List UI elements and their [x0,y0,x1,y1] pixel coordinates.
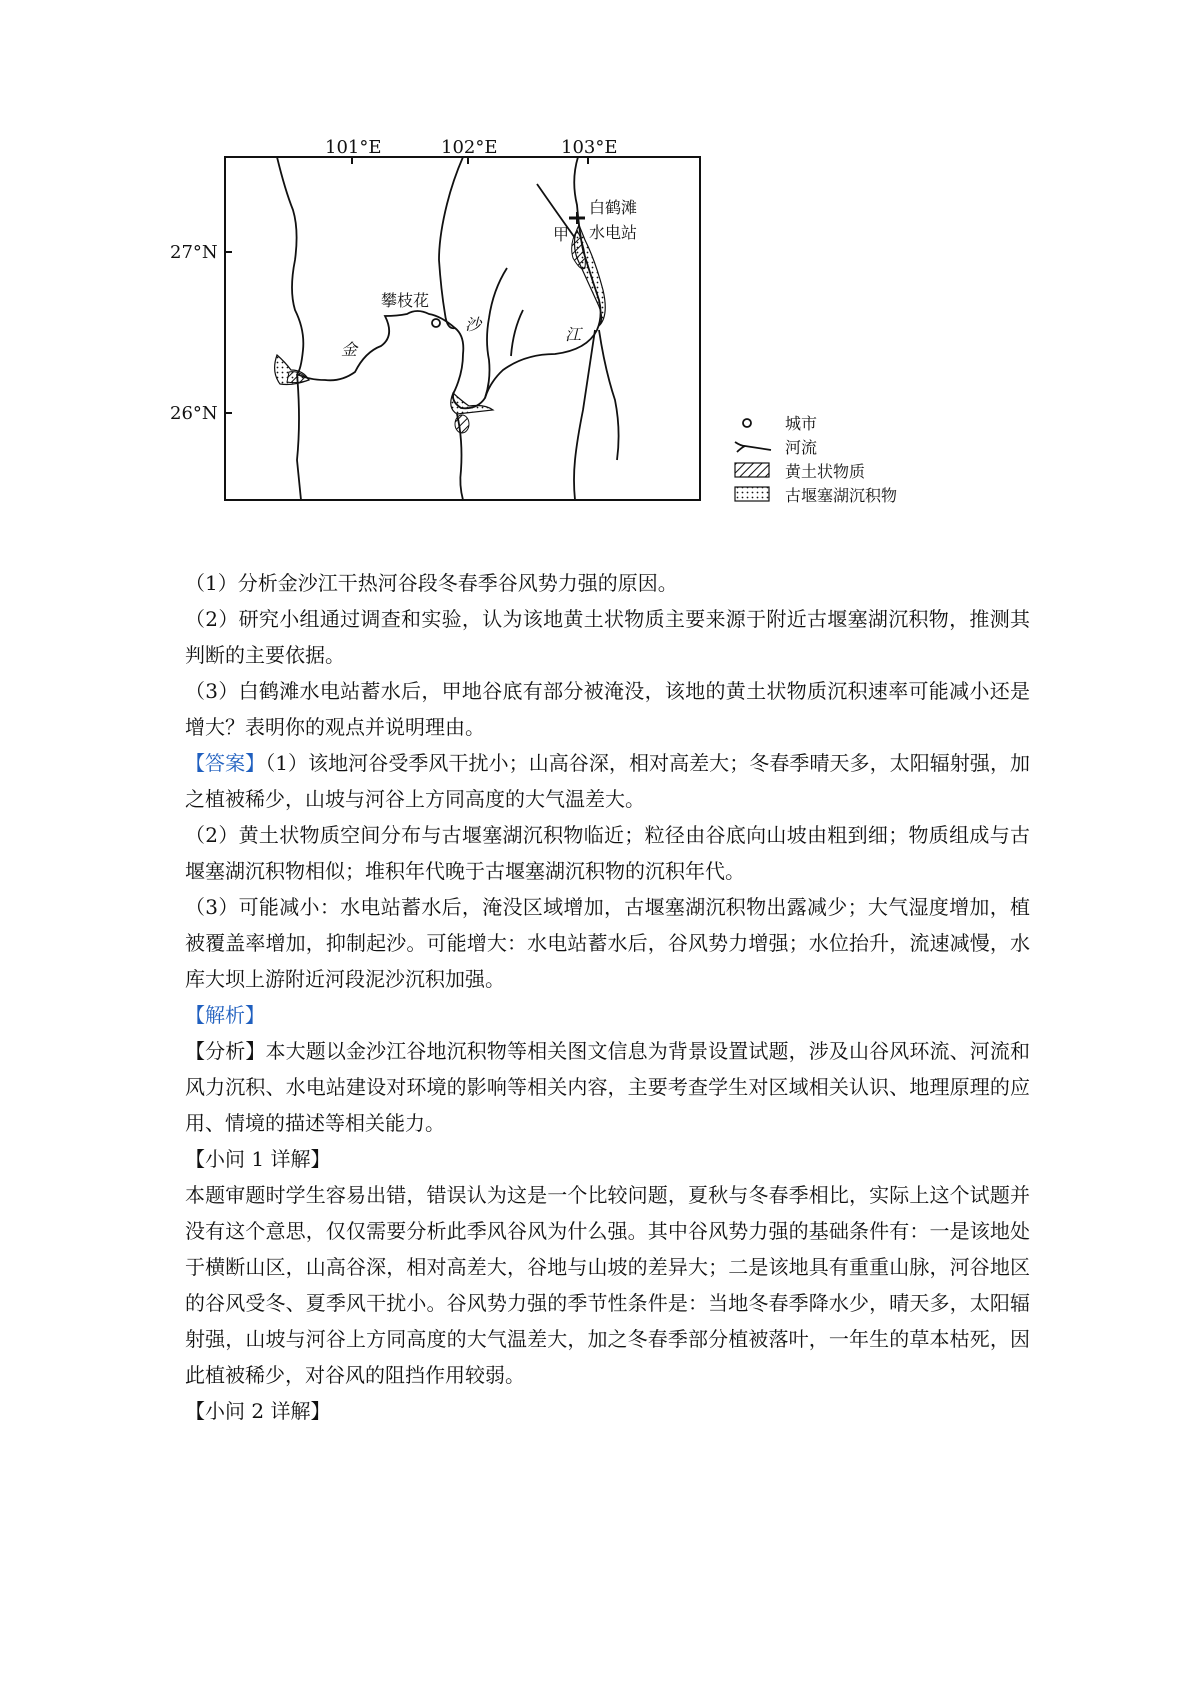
map-figure [170,137,1055,560]
answer-part-1-text: （1）该地河谷受季风干扰小；山高谷深，相对高差大；冬春季晴天多，太阳辐射强，加之植被稀少，山坡与河谷上方同高度的大气温差大。 [185,751,1030,811]
map-svg [170,137,1055,560]
lat-label-27: 27°N [170,242,218,263]
lon-label-103: 103°E [561,137,618,158]
legend-river-icon [735,442,771,452]
label-sha: 沙 [465,315,482,334]
analysis-label: 【解析】 [185,1003,265,1027]
q2-detail-heading: 【小问 2 详解】 [185,1399,331,1423]
answer-part-1 [185,745,1030,817]
question-content [185,565,1030,1429]
label-station-line2: 水电站 [589,223,638,242]
lon-label-102: 102°E [441,137,498,158]
deposit-dots-mid [451,393,493,414]
answer-part-2: （2）黄土状物质空间分布与古堰塞湖沉积物临近；粒径由谷底向山坡由粗到细；物质组成与古堰塞湖沉积物相似；堆积年代晚于古堰塞湖沉积物的沉积年代。 [185,823,1030,883]
lon-label-101: 101°E [325,137,382,158]
label-jiang: 江 [565,325,582,344]
legend-hatch-label: 黄土状物质 [785,462,866,481]
q1-detail-heading: 【小问 1 详解】 [185,1147,331,1171]
legend-city-icon [743,419,751,427]
label-city: 攀枝花 [381,291,430,310]
city-panzhihua-marker [432,319,440,327]
analysis-summary: 【分析】本大题以金沙江谷地沉积物等相关图文信息为背景设置试题，涉及山谷风环流、河流和风力沉积、水电站建设对环境的影响等相关内容，主要考查学生对区域相关认识、地理原理的应用、情境的描述等相关能力。 [185,1039,1030,1135]
legend-river-label: 河流 [785,438,818,457]
label-jia: 甲 [553,225,570,244]
legend-dots-icon [735,487,769,501]
label-station-line1: 白鹤滩 [589,198,638,217]
answer-label: 【答案】 [185,751,266,775]
answer-part-3: （3）可能减小：水电站蓄水后，淹没区域增加，古堰塞湖沉积物出露减少；大气湿度增加，植被覆盖率增加，抑制起沙。可能增大：水电站蓄水后，谷风势力增强；水位抬升，流速减慢，水库大坝上游附近河段泥沙沉积加强。 [185,895,1030,991]
question-3: （3）白鹤滩水电站蓄水后，甲地谷底有部分被淹没，该地的黄土状物质沉积速率可能减小还是增大？表明你的观点并说明理由。 [185,679,1030,739]
legend-hatch-icon [735,463,769,477]
map-legend [735,414,897,505]
question-2: （2）研究小组通过调查和实验，认为该地黄土状物质主要来源于附近古堰塞湖沉积物，推测其判断的主要依据。 [185,607,1030,667]
legend-city-label: 城市 [785,414,818,433]
question-1: （1）分析金沙江干热河谷段冬春季谷风势力强的原因。 [185,571,678,595]
lat-label-26: 26°N [170,403,218,424]
legend-dots-label: 古堰塞湖沉积物 [785,486,898,505]
label-jin: 金 [341,340,358,359]
q1-detail-body: 本题审题时学生容易出错，错误认为这是一个比较问题，夏秋与冬春季相比，实际上这个试题并没有这个意思，仅仅需要分析此季风谷风为什么强。其中谷风势力强的基础条件有：一是该地处于横断山区，山高谷深，相对高差大，谷地与山坡的差异大；二是该地具有重重山脉，河谷地区的谷风受冬、夏季风干扰小。谷风势力强的季节性条件是：当地冬春季降水少，晴天多，太阳辐射强，山坡与河谷上方同高度的大气温差大，加之冬春季部分植被落叶，一年生的草本枯死，因此植被稀少，对谷风的阻挡作用较弱。 [185,1183,1030,1387]
